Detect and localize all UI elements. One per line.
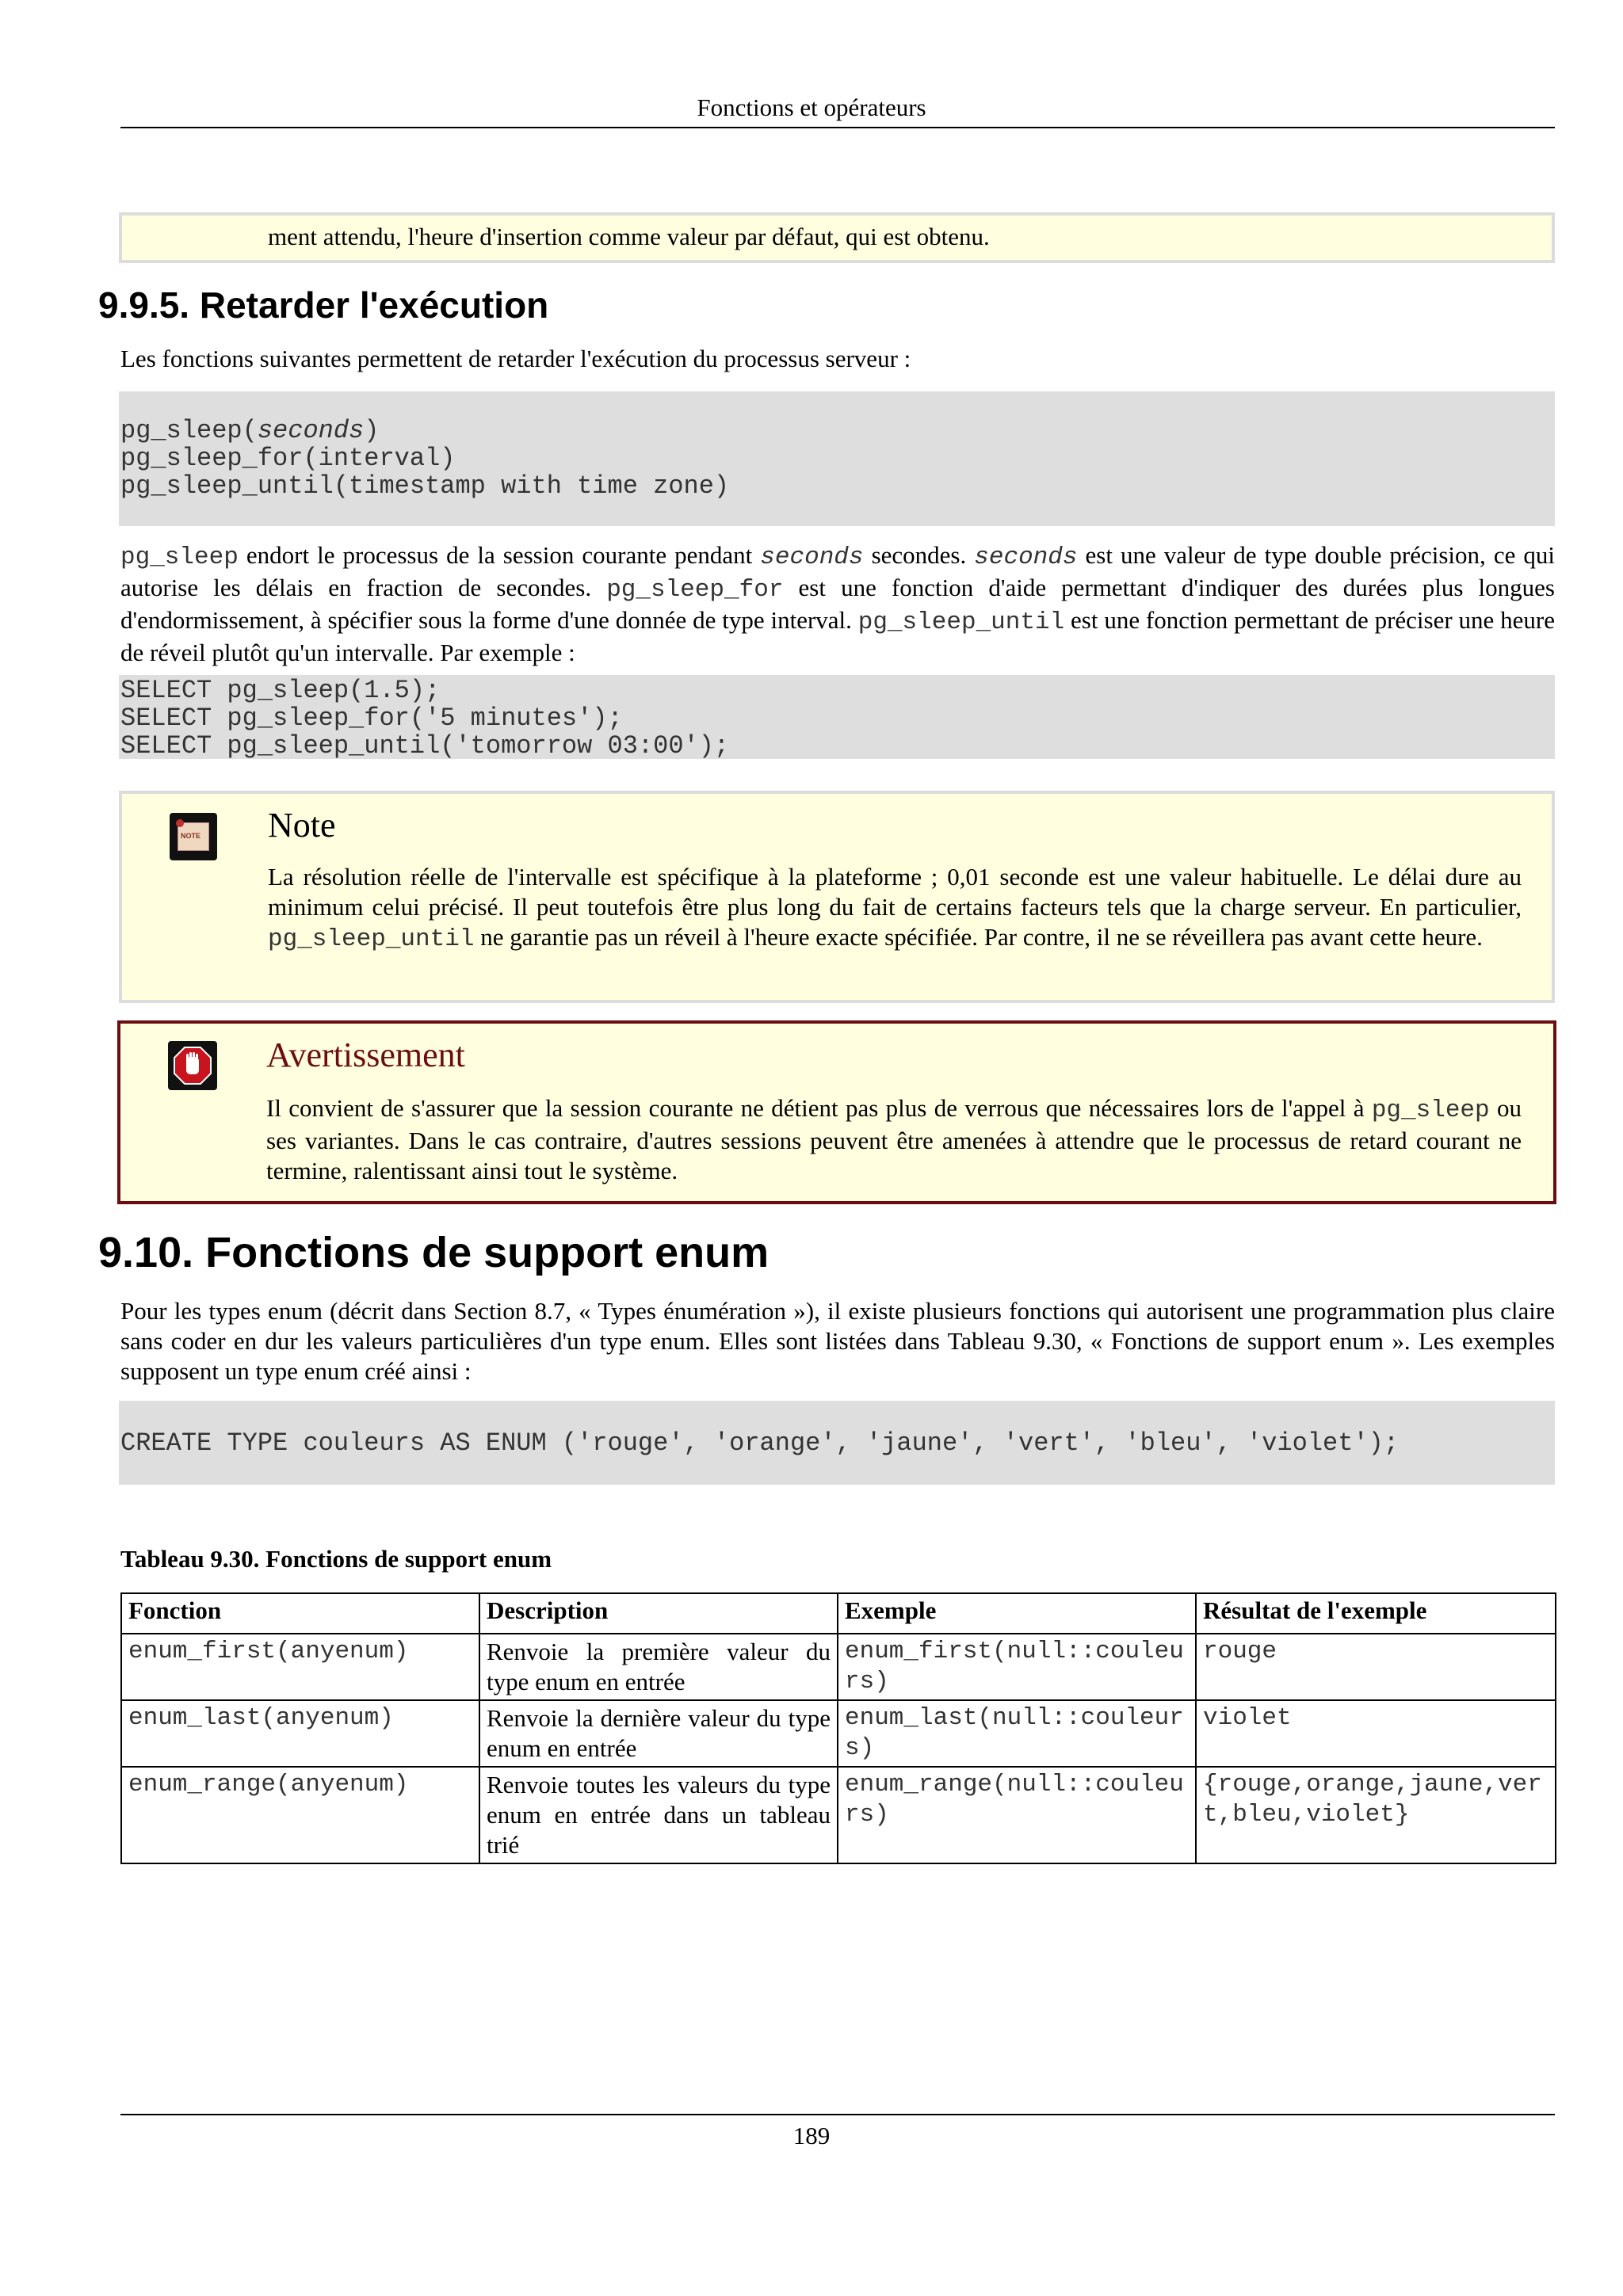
- stop-hand-icon: [168, 1041, 217, 1090]
- header-resultat: Résultat de l'exemple: [1196, 1593, 1556, 1634]
- cell-example: enum_first(null::couleurs): [838, 1634, 1196, 1700]
- note-icon: [170, 813, 217, 860]
- section-heading-9-9-5: 9.9.5. Retarder l'exécution: [98, 284, 549, 326]
- sig-line1-a: pg_sleep(: [120, 416, 258, 445]
- code-seconds-2: seconds: [974, 543, 1078, 571]
- cell-function: enum_first(anyenum): [121, 1634, 479, 1700]
- warning-title: Avertissement: [266, 1035, 465, 1074]
- table-caption: Tableau 9.30. Fonctions de support enum: [120, 1545, 552, 1573]
- example-code: [120, 677, 729, 760]
- note-box: [119, 791, 1555, 1003]
- sig-line3: pg_sleep_until(timestamp with time zone): [120, 471, 730, 501]
- create-type-code: CREATE TYPE couleurs AS ENUM ('rouge', 'orange', 'jaune', 'vert', 'bleu', 'violet');: [120, 1428, 1400, 1458]
- cell-result: rouge: [1196, 1634, 1556, 1700]
- warning-box: [117, 1020, 1556, 1204]
- header-exemple: Exemple: [838, 1593, 1196, 1634]
- sig-line2: pg_sleep_for(interval): [120, 444, 456, 473]
- page-number: 189: [792, 2122, 831, 2149]
- cell-example: enum_last(null::couleurs): [838, 1700, 1196, 1767]
- section-heading-9-10: 9.10. Fonctions de support enum: [98, 1229, 769, 1276]
- cell-description: Renvoie la première valeur du type enum en entrée: [479, 1634, 838, 1700]
- cell-result: violet: [1196, 1700, 1556, 1767]
- header-fonction: Fonction: [121, 1593, 479, 1634]
- continued-note-box: [119, 212, 1555, 263]
- signature-code: [120, 417, 729, 500]
- warning-text: Il convient de s'assurer que la session courante ne détient pas plus de verrous que nécessaires lors de l'appel à pg_sleep ou ses variantes. Dans le cas contraire, d'autres sessions peuvent être amenées à attendre que le processus de retard courant ne termine, ralentissant ainsi tout le système.: [266, 1094, 1522, 1184]
- pg-sleep-description: pg_sleep endort le processus de la session courante pendant seconds secondes. seconds est une valeur de type double précision, ce qui autorise les délais en fraction de secondes. pg_sleep_for est une fonction d'aide permettant d'indiquer des durées plus longues d'endormissement, à spécifier sous la forme d'une donnée de type interval. pg_sleep_until est une fonction permettant de préciser une heure de réveil plutôt qu'un intervalle. Par exemple :: [120, 541, 1555, 666]
- sig-line1-c: ): [364, 416, 380, 445]
- section-9-9-5-intro: Les fonctions suivantes permettent de retarder l'exécution du processus serveur :: [120, 345, 911, 372]
- signature-code-block: [119, 391, 1555, 526]
- example-line1: SELECT pg_sleep(1.5);: [120, 676, 441, 705]
- cell-example: enum_range(null::couleurs): [838, 1767, 1196, 1863]
- cell-description: Renvoie toutes les valeurs du type enum en entrée dans un tableau trié: [479, 1767, 838, 1863]
- code-pg-sleep-for: pg_sleep_for: [606, 576, 784, 604]
- continued-note-text: ment attendu, l'heure d'insertion comme valeur par défaut, qui est obtenu.: [268, 223, 990, 250]
- header-description: Description: [479, 1593, 838, 1634]
- code-pg-sleep-warning: pg_sleep: [1371, 1097, 1490, 1124]
- section-9-10-intro: Pour les types enum (décrit dans Section 8.7, « Types énumération »), il existe plusieurs fonctions qui autorisent une programmation plus claire sans coder en dur les valeurs particulières d'un type enum. Elles sont listées dans Tableau 9.30, « Fonctions de support enum ». Les exemples supposent un type enum créé ainsi :: [120, 1297, 1555, 1385]
- code-seconds: seconds: [760, 543, 864, 571]
- table-header-row: [121, 1593, 1556, 1634]
- enum-functions-table: [120, 1592, 1556, 1864]
- cell-description: Renvoie la dernière valeur du type enum en entrée: [479, 1700, 838, 1767]
- table-row: [121, 1634, 1556, 1700]
- running-header: Fonctions et opérateurs: [697, 93, 926, 121]
- example-line3: SELECT pg_sleep_until('tomorrow 03:00');: [120, 731, 730, 761]
- header-rule: [120, 127, 1555, 128]
- code-pg-sleep-until: pg_sleep_until: [857, 608, 1065, 636]
- table-row: [121, 1700, 1556, 1767]
- note-text: La résolution réelle de l'intervalle est spécifique à la plateforme ; 0,01 seconde est une valeur habituelle. Le délai dure au minimum celui précisé. Il peut toutefois être plus long du fait de certains facteurs tels que la charge serveur. En particulier, pg_sleep_until ne garantie pas un réveil à l'heure exacte spécifiée. Par contre, il ne se réveillera pas avant cette heure.: [268, 863, 1522, 953]
- cell-result: {rouge,orange,jaune,vert,bleu,violet}: [1196, 1767, 1556, 1863]
- note-title: Note: [268, 806, 336, 845]
- code-pg-sleep-until-note: pg_sleep_until: [268, 925, 475, 953]
- create-type-code-block: [119, 1401, 1555, 1485]
- code-pg-sleep: pg_sleep: [120, 543, 239, 571]
- note-icon-label: NOTE: [181, 832, 201, 840]
- sig-line1-param: seconds: [257, 416, 365, 445]
- footer-rule: [120, 2114, 1555, 2115]
- note-pin: [176, 819, 184, 827]
- example-code-block: [119, 675, 1555, 759]
- example-line2: SELECT pg_sleep_for('5 minutes');: [120, 704, 623, 733]
- table-row: [121, 1767, 1556, 1863]
- cell-function: enum_range(anyenum): [121, 1767, 479, 1863]
- cell-function: enum_last(anyenum): [121, 1700, 479, 1767]
